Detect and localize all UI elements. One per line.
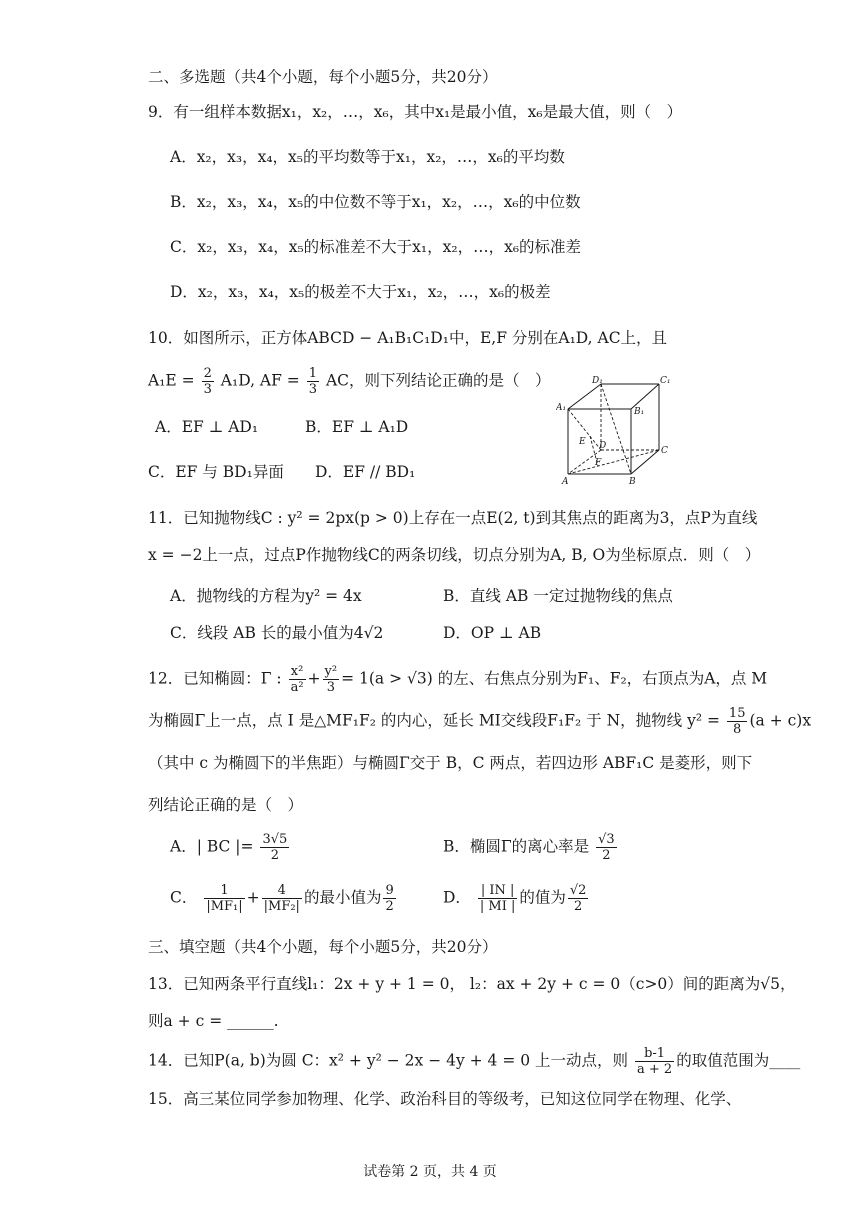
q12-c-value-frac — [383, 883, 395, 914]
q12-b-frac — [596, 832, 617, 863]
q12-stem2-pre: 为椭圆Γ上一点，点 I 是△MF₁F₂ 的内心，延长 MI交线段F₁F₂ 于 N，抛物线 y² = — [148, 711, 720, 730]
q12-a-pre: A．| BC |= — [170, 837, 254, 856]
q10-option-a: A．EF ⊥ AD₁ — [155, 418, 259, 436]
q9-option-c: C．x₂，x₃，x₄，x₅的标准差不大于x₁，x₂，…，x₆的标准差 — [170, 238, 582, 256]
q12-ellipse-rhs: = 1(a > √3) — [341, 669, 433, 688]
section2-header: 二、多选题（共4个小题，每个小题5分，共20分） — [148, 68, 498, 86]
q12-ey-num: y² — [324, 664, 338, 679]
q9-option-a: A．x₂，x₃，x₄，x₅的平均数等于x₁，x₂，…，x₆的平均数 — [170, 148, 565, 166]
q15-stem-line1: 15．高三某位同学参加物理、化学、政治科目的等级考，已知这位同学在物理、化学、 — [148, 1090, 742, 1108]
q9-option-d: D．x₂，x₃，x₄，x₅的极差不大于x₁，x₂，…，x₆的极差 — [170, 283, 551, 301]
q12-b-pre: B．椭圆Γ的离心率是 — [443, 837, 590, 856]
q12-ex-num: x² — [289, 664, 306, 680]
q12-c-vn: 9 — [385, 883, 394, 898]
q10-stem2-mid: A₁D, AF = — [220, 371, 300, 390]
diag-d1b — [601, 384, 631, 474]
q12-pf-den: 8 — [733, 722, 742, 737]
q12-pf-num: 15 — [728, 706, 746, 721]
q11-option-c: C．线段 AB 长的最小值为4√2 — [170, 624, 384, 642]
q12-a-frac — [260, 832, 289, 863]
q12-option-b — [443, 832, 619, 863]
label-c: C — [661, 446, 668, 456]
q14-frac — [635, 1046, 674, 1077]
q12-d-vn: √2 — [569, 883, 587, 898]
edge-c1b1 — [631, 384, 659, 409]
q11-stem-line2: x = −2上一点，过点P作抛物线C的两条切线，切点分别为A, B, O为坐标原点．则（ ） — [148, 546, 761, 564]
q14-num: b-1 — [635, 1046, 674, 1062]
label-c1: C₁ — [660, 376, 671, 386]
q12-stem-line1: 12．已知椭圆：Γ : $\frac{\text{x²}}{\text{a²}}$ + $\frac{\text{y²}}{3}$ = 1(a > √3) 的左、右焦点分别为F₁、F₂，右顶点为A，点 M — [148, 664, 768, 695]
q12-stem1-pre: 12．已知椭圆：Γ : — [148, 669, 282, 688]
q12-ey-den: 3 — [326, 680, 335, 695]
label-d: D — [599, 441, 607, 451]
q12-d-post: 的值为 — [519, 888, 566, 907]
label-b1: B₁ — [634, 407, 645, 417]
label-f: F — [595, 458, 602, 468]
q14-stem — [148, 1046, 800, 1077]
q12-ellipse-x-frac — [289, 664, 306, 695]
q12-c-plus: + — [246, 888, 260, 907]
q14-post: 的取值范围为____ — [676, 1051, 801, 1070]
edge-cb — [631, 450, 659, 474]
q12-c-d1: |MF₁| — [206, 899, 243, 914]
q12-stem-line3: （其中 c 为椭圆下的半焦距）与椭圆Γ交于 B，C 两点，若四边形 ABF₁C 是菱形，则下 — [148, 754, 753, 772]
q11-option-d: D．OP ⊥ AB — [443, 624, 542, 642]
q13-stem-line1: 13．已知两条平行直线l₁：2x + y + 1 = 0， l₂：ax + 2y + c = 0（c>0）间的距离为√5， — [148, 975, 796, 993]
edge-a1d1 — [568, 384, 601, 409]
q12-c-pre: C． — [170, 888, 198, 907]
q12-option-d — [443, 883, 590, 914]
q11-stem-line1: 11．已知抛物线C : y² = 2px(p > 0)上存在一点E(2, t)到其焦点的距离为3，点P为直线 — [148, 509, 758, 527]
q12-c-post: 的最小值为 — [303, 888, 382, 907]
q12-option-a — [170, 832, 291, 863]
q10-frac2-den: 3 — [308, 382, 318, 397]
q10-stem2-post: AC，则下列结论正确的是（ ） — [325, 371, 551, 390]
q12-stem1-post: 的左、右焦点分别为F₁、F₂，右顶点为A，点 M — [437, 669, 768, 688]
section3-header: 三、填空题（共4个小题，每个小题5分，共20分） — [148, 938, 498, 956]
label-e: E — [579, 437, 586, 447]
q12-c-n1: 1 — [204, 883, 244, 899]
q10-stem-line2 — [148, 366, 551, 397]
q12-b-den: 2 — [602, 848, 611, 863]
q10-frac2-num: 1 — [308, 366, 318, 381]
q12-c-frac1 — [204, 883, 244, 914]
q12-ellipse-y-frac — [323, 664, 340, 695]
q13-stem-line2: 则a + c = ______. — [148, 1012, 279, 1030]
q12-option-c — [170, 883, 398, 914]
q10-frac-2 — [307, 366, 319, 397]
q12-d-pre: D． — [443, 888, 471, 907]
cube-figure — [556, 376, 676, 488]
q12-ex-den: a² — [290, 680, 304, 695]
q10-frac1-den: 3 — [203, 382, 212, 397]
label-a: A — [562, 477, 569, 487]
label-d1: D₁ — [592, 376, 603, 386]
q10-option-c: C．EF 与 BD₁异面 — [148, 463, 284, 481]
q12-stem-line2 — [148, 706, 811, 737]
q12-parabola-frac — [727, 706, 748, 737]
q14-den: a + 2 — [637, 1062, 673, 1077]
q14-pre: 14．已知P(a, b)为圆 C：x² + y² − 2x − 4y + 4 = 0 上一动点，则 — [148, 1051, 629, 1070]
q12-d-d: | MI | — [479, 899, 516, 914]
q10-stem-line1: 10．如图所示，正方体ABCD − A₁B₁C₁D₁中，E,F 分别在A₁D, AC上，且 — [148, 329, 668, 347]
q12-a-num: 3√5 — [262, 832, 288, 847]
q12-c-d2: |MF₂| — [263, 899, 300, 914]
q10-frac1-num: 2 — [203, 366, 212, 381]
q12-b-num: √3 — [598, 832, 615, 847]
q12-c-vd: 2 — [385, 899, 394, 914]
label-a1: A₁ — [556, 403, 567, 413]
q12-a-den: 2 — [270, 848, 280, 863]
q9-option-b: B．x₂，x₃，x₄，x₅的中位数不等于x₁，x₂，…，x₆的中位数 — [170, 193, 581, 211]
q12-d-value-frac — [568, 883, 589, 914]
q11-option-b: B．直线 AB 一定过抛物线的焦点 — [443, 587, 673, 605]
q10-frac-1 — [202, 366, 214, 397]
q12-c-n2: 4 — [262, 883, 302, 899]
q11-option-a: A．抛物线的方程为y² = 4x — [170, 587, 362, 605]
q10-option-b: B．EF ⊥ A₁D — [305, 418, 409, 436]
q12-stem2-post: (a + c)x — [749, 711, 812, 730]
q12-d-n: | IN | — [478, 883, 517, 899]
q9-stem: 9．有一组样本数据x₁，x₂，…，x₆，其中x₁是最小值，x₆是最大值，则（ ） — [148, 103, 683, 121]
q12-d-frac — [478, 883, 517, 914]
page-footer: 试卷第 2 页，共 4 页 — [363, 1164, 497, 1180]
q12-d-vd: 2 — [574, 899, 583, 914]
q10-stem2-pre: A₁E = — [148, 371, 195, 390]
q12-stem-line4: 列结论正确的是（ ） — [148, 796, 304, 814]
q10-option-d: D．EF // BD₁ — [315, 463, 416, 481]
label-b: B — [629, 477, 636, 487]
q12-c-frac2 — [262, 883, 302, 914]
